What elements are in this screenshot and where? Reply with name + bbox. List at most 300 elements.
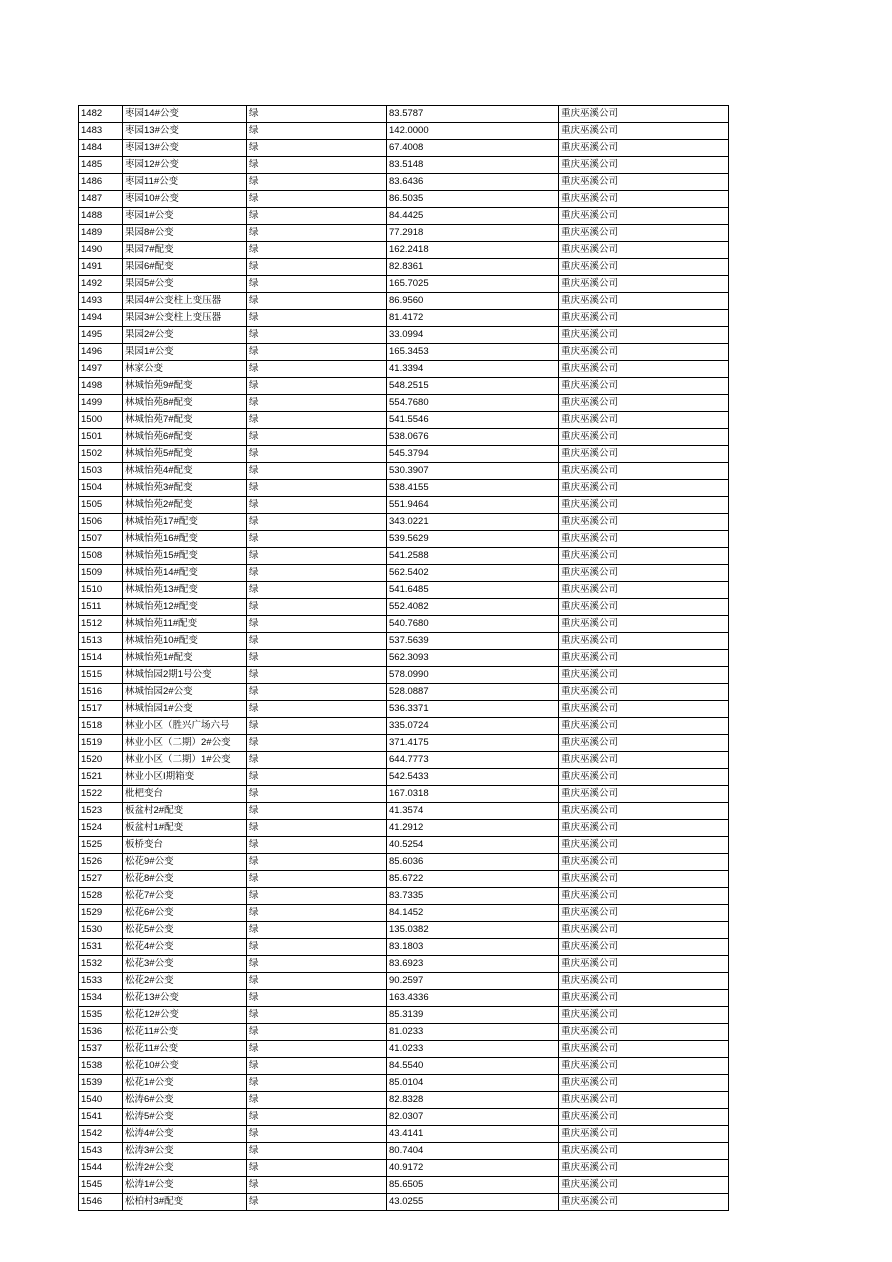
table-row (79, 990, 729, 1007)
table-row (79, 429, 729, 446)
cell-row-id: 1499 (79, 395, 123, 412)
cell-name: 林城怡苑5#配变 (123, 446, 247, 463)
cell-name: 松涛4#公变 (123, 1126, 247, 1143)
cell-value: 541.6485 (387, 582, 559, 599)
cell-category: 绿 (247, 531, 387, 548)
cell-row-id: 1489 (79, 225, 123, 242)
cell-value: 43.0255 (387, 1194, 559, 1211)
table-row (79, 633, 729, 650)
cell-company: 重庆巫溪公司 (559, 1177, 729, 1194)
cell-value: 135.0382 (387, 922, 559, 939)
table-row (79, 871, 729, 888)
table-row (79, 191, 729, 208)
cell-company: 重庆巫溪公司 (559, 344, 729, 361)
cell-value: 562.3093 (387, 650, 559, 667)
cell-name: 松花7#公变 (123, 888, 247, 905)
cell-company: 重庆巫溪公司 (559, 1041, 729, 1058)
table-row (79, 259, 729, 276)
cell-value: 83.6923 (387, 956, 559, 973)
cell-category: 绿 (247, 633, 387, 650)
cell-company: 重庆巫溪公司 (559, 786, 729, 803)
cell-company: 重庆巫溪公司 (559, 582, 729, 599)
cell-company: 重庆巫溪公司 (559, 242, 729, 259)
cell-value: 83.6436 (387, 174, 559, 191)
cell-category: 绿 (247, 123, 387, 140)
cell-company: 重庆巫溪公司 (559, 123, 729, 140)
cell-category: 绿 (247, 480, 387, 497)
cell-company: 重庆巫溪公司 (559, 463, 729, 480)
cell-name: 林业小区（胜兴广场六号 (123, 718, 247, 735)
table-body (79, 106, 729, 1211)
cell-category: 绿 (247, 939, 387, 956)
cell-company: 重庆巫溪公司 (559, 225, 729, 242)
table-row (79, 140, 729, 157)
cell-value: 165.3453 (387, 344, 559, 361)
cell-category: 绿 (247, 599, 387, 616)
table-row (79, 837, 729, 854)
cell-name: 果园5#公变 (123, 276, 247, 293)
cell-value: 562.5402 (387, 565, 559, 582)
cell-category: 绿 (247, 412, 387, 429)
cell-name: 林业小区（二期）2#公变 (123, 735, 247, 752)
cell-category: 绿 (247, 667, 387, 684)
cell-company: 重庆巫溪公司 (559, 208, 729, 225)
cell-name: 松涛5#公变 (123, 1109, 247, 1126)
cell-category: 绿 (247, 701, 387, 718)
cell-name: 林城怡苑4#配变 (123, 463, 247, 480)
cell-row-id: 1501 (79, 429, 123, 446)
cell-company: 重庆巫溪公司 (559, 735, 729, 752)
cell-category: 绿 (247, 1143, 387, 1160)
cell-category: 绿 (247, 225, 387, 242)
cell-name: 林城怡苑10#配变 (123, 633, 247, 650)
cell-category: 绿 (247, 786, 387, 803)
cell-row-id: 1537 (79, 1041, 123, 1058)
cell-category: 绿 (247, 395, 387, 412)
cell-row-id: 1517 (79, 701, 123, 718)
cell-name: 松花12#公变 (123, 1007, 247, 1024)
cell-name: 枣园14#公变 (123, 106, 247, 123)
cell-value: 343.0221 (387, 514, 559, 531)
cell-category: 绿 (247, 1177, 387, 1194)
cell-value: 530.3907 (387, 463, 559, 480)
cell-row-id: 1521 (79, 769, 123, 786)
cell-category: 绿 (247, 344, 387, 361)
table-row (79, 1177, 729, 1194)
cell-row-id: 1509 (79, 565, 123, 582)
cell-category: 绿 (247, 820, 387, 837)
cell-category: 绿 (247, 446, 387, 463)
cell-name: 林业小区I期箱变 (123, 769, 247, 786)
cell-row-id: 1492 (79, 276, 123, 293)
cell-company: 重庆巫溪公司 (559, 956, 729, 973)
cell-company: 重庆巫溪公司 (559, 1024, 729, 1041)
cell-category: 绿 (247, 650, 387, 667)
cell-company: 重庆巫溪公司 (559, 480, 729, 497)
cell-name: 果园8#公变 (123, 225, 247, 242)
cell-name: 松花1#公变 (123, 1075, 247, 1092)
cell-company: 重庆巫溪公司 (559, 1126, 729, 1143)
table-row (79, 1143, 729, 1160)
cell-company: 重庆巫溪公司 (559, 871, 729, 888)
cell-value: 548.2515 (387, 378, 559, 395)
cell-company: 重庆巫溪公司 (559, 684, 729, 701)
cell-value: 85.6036 (387, 854, 559, 871)
cell-company: 重庆巫溪公司 (559, 327, 729, 344)
cell-value: 542.5433 (387, 769, 559, 786)
cell-row-id: 1534 (79, 990, 123, 1007)
cell-category: 绿 (247, 514, 387, 531)
cell-company: 重庆巫溪公司 (559, 497, 729, 514)
cell-row-id: 1502 (79, 446, 123, 463)
cell-row-id: 1494 (79, 310, 123, 327)
cell-name: 林城怡园2期1号公变 (123, 667, 247, 684)
cell-value: 539.5629 (387, 531, 559, 548)
table-row (79, 616, 729, 633)
cell-name: 林城怡苑13#配变 (123, 582, 247, 599)
table-row (79, 1075, 729, 1092)
cell-value: 163.4336 (387, 990, 559, 1007)
cell-category: 绿 (247, 718, 387, 735)
cell-name: 松花9#公变 (123, 854, 247, 871)
table-row (79, 446, 729, 463)
table-row (79, 854, 729, 871)
cell-name: 松涛6#公变 (123, 1092, 247, 1109)
table-row (79, 922, 729, 939)
cell-company: 重庆巫溪公司 (559, 990, 729, 1007)
table-row (79, 395, 729, 412)
table-row (79, 123, 729, 140)
table-row (79, 1092, 729, 1109)
cell-category: 绿 (247, 463, 387, 480)
cell-value: 86.5035 (387, 191, 559, 208)
cell-company: 重庆巫溪公司 (559, 361, 729, 378)
table-row (79, 684, 729, 701)
cell-category: 绿 (247, 310, 387, 327)
cell-row-id: 1493 (79, 293, 123, 310)
cell-value: 33.0994 (387, 327, 559, 344)
cell-value: 537.5639 (387, 633, 559, 650)
cell-row-id: 1527 (79, 871, 123, 888)
cell-value: 40.5254 (387, 837, 559, 854)
cell-value: 644.7773 (387, 752, 559, 769)
cell-category: 绿 (247, 1007, 387, 1024)
cell-company: 重庆巫溪公司 (559, 752, 729, 769)
cell-row-id: 1482 (79, 106, 123, 123)
cell-row-id: 1483 (79, 123, 123, 140)
cell-row-id: 1500 (79, 412, 123, 429)
cell-company: 重庆巫溪公司 (559, 905, 729, 922)
cell-row-id: 1505 (79, 497, 123, 514)
table-row (79, 157, 729, 174)
cell-category: 绿 (247, 1075, 387, 1092)
cell-company: 重庆巫溪公司 (559, 174, 729, 191)
cell-row-id: 1543 (79, 1143, 123, 1160)
table-row (79, 939, 729, 956)
cell-category: 绿 (247, 1194, 387, 1211)
cell-company: 重庆巫溪公司 (559, 1109, 729, 1126)
cell-name: 枣园13#公变 (123, 123, 247, 140)
cell-row-id: 1498 (79, 378, 123, 395)
cell-value: 545.3794 (387, 446, 559, 463)
cell-name: 松涛1#公变 (123, 1177, 247, 1194)
cell-name: 枇杷变台 (123, 786, 247, 803)
table-row (79, 650, 729, 667)
cell-name: 果园1#公变 (123, 344, 247, 361)
cell-row-id: 1519 (79, 735, 123, 752)
cell-category: 绿 (247, 973, 387, 990)
cell-value: 85.0104 (387, 1075, 559, 1092)
cell-name: 林城怡苑17#配变 (123, 514, 247, 531)
cell-name: 林城怡苑11#配变 (123, 616, 247, 633)
cell-row-id: 1490 (79, 242, 123, 259)
cell-name: 松柏村3#配变 (123, 1194, 247, 1211)
table-row (79, 344, 729, 361)
cell-row-id: 1542 (79, 1126, 123, 1143)
cell-row-id: 1538 (79, 1058, 123, 1075)
table-row (79, 718, 729, 735)
cell-row-id: 1495 (79, 327, 123, 344)
cell-company: 重庆巫溪公司 (559, 276, 729, 293)
table-row (79, 412, 729, 429)
cell-value: 165.7025 (387, 276, 559, 293)
cell-name: 松花4#公变 (123, 939, 247, 956)
cell-value: 82.0307 (387, 1109, 559, 1126)
cell-company: 重庆巫溪公司 (559, 803, 729, 820)
cell-row-id: 1497 (79, 361, 123, 378)
cell-company: 重庆巫溪公司 (559, 1143, 729, 1160)
table-row (79, 531, 729, 548)
table-row (79, 582, 729, 599)
table-row (79, 667, 729, 684)
cell-value: 540.7680 (387, 616, 559, 633)
cell-category: 绿 (247, 1041, 387, 1058)
cell-row-id: 1503 (79, 463, 123, 480)
cell-row-id: 1526 (79, 854, 123, 871)
cell-name: 林城怡苑7#配变 (123, 412, 247, 429)
table-row (79, 497, 729, 514)
cell-value: 538.0676 (387, 429, 559, 446)
table-row (79, 174, 729, 191)
cell-value: 81.4172 (387, 310, 559, 327)
cell-company: 重庆巫溪公司 (559, 854, 729, 871)
cell-value: 162.2418 (387, 242, 559, 259)
cell-company: 重庆巫溪公司 (559, 140, 729, 157)
cell-value: 84.4425 (387, 208, 559, 225)
cell-row-id: 1512 (79, 616, 123, 633)
cell-name: 林城怡苑3#配变 (123, 480, 247, 497)
cell-category: 绿 (247, 582, 387, 599)
cell-name: 林城怡园1#公变 (123, 701, 247, 718)
cell-category: 绿 (247, 378, 387, 395)
cell-category: 绿 (247, 157, 387, 174)
cell-category: 绿 (247, 174, 387, 191)
cell-company: 重庆巫溪公司 (559, 633, 729, 650)
cell-company: 重庆巫溪公司 (559, 293, 729, 310)
cell-category: 绿 (247, 242, 387, 259)
cell-company: 重庆巫溪公司 (559, 701, 729, 718)
table-row (79, 973, 729, 990)
cell-row-id: 1513 (79, 633, 123, 650)
cell-value: 41.3394 (387, 361, 559, 378)
table-row (79, 565, 729, 582)
cell-row-id: 1487 (79, 191, 123, 208)
table-row (79, 1024, 729, 1041)
cell-name: 松花11#公变 (123, 1024, 247, 1041)
cell-category: 绿 (247, 837, 387, 854)
cell-company: 重庆巫溪公司 (559, 429, 729, 446)
cell-row-id: 1533 (79, 973, 123, 990)
cell-value: 551.9464 (387, 497, 559, 514)
table-row (79, 1126, 729, 1143)
cell-category: 绿 (247, 293, 387, 310)
table-row (79, 514, 729, 531)
cell-company: 重庆巫溪公司 (559, 973, 729, 990)
cell-row-id: 1518 (79, 718, 123, 735)
table-row (79, 548, 729, 565)
cell-company: 重庆巫溪公司 (559, 769, 729, 786)
cell-name: 林城怡苑2#配变 (123, 497, 247, 514)
cell-value: 41.2912 (387, 820, 559, 837)
cell-category: 绿 (247, 565, 387, 582)
cell-company: 重庆巫溪公司 (559, 667, 729, 684)
cell-category: 绿 (247, 752, 387, 769)
cell-company: 重庆巫溪公司 (559, 888, 729, 905)
table-row (79, 293, 729, 310)
cell-name: 林城怡苑8#配变 (123, 395, 247, 412)
table-row (79, 463, 729, 480)
cell-value: 83.7335 (387, 888, 559, 905)
cell-company: 重庆巫溪公司 (559, 820, 729, 837)
table-row (79, 1194, 729, 1211)
cell-company: 重庆巫溪公司 (559, 922, 729, 939)
cell-category: 绿 (247, 1109, 387, 1126)
cell-category: 绿 (247, 769, 387, 786)
cell-category: 绿 (247, 888, 387, 905)
cell-row-id: 1508 (79, 548, 123, 565)
table-row (79, 803, 729, 820)
cell-company: 重庆巫溪公司 (559, 1007, 729, 1024)
cell-category: 绿 (247, 922, 387, 939)
cell-row-id: 1504 (79, 480, 123, 497)
cell-value: 84.5540 (387, 1058, 559, 1075)
table-row (79, 701, 729, 718)
cell-name: 板桥变台 (123, 837, 247, 854)
cell-company: 重庆巫溪公司 (559, 531, 729, 548)
cell-value: 371.4175 (387, 735, 559, 752)
cell-name: 松涛2#公变 (123, 1160, 247, 1177)
cell-category: 绿 (247, 276, 387, 293)
cell-company: 重庆巫溪公司 (559, 259, 729, 276)
cell-name: 板盆村1#配变 (123, 820, 247, 837)
cell-value: 536.3371 (387, 701, 559, 718)
cell-value: 142.0000 (387, 123, 559, 140)
cell-row-id: 1545 (79, 1177, 123, 1194)
cell-row-id: 1540 (79, 1092, 123, 1109)
cell-category: 绿 (247, 1058, 387, 1075)
cell-value: 85.6505 (387, 1177, 559, 1194)
cell-value: 85.3139 (387, 1007, 559, 1024)
cell-value: 41.3574 (387, 803, 559, 820)
cell-value: 552.4082 (387, 599, 559, 616)
cell-value: 528.0887 (387, 684, 559, 701)
cell-company: 重庆巫溪公司 (559, 395, 729, 412)
cell-row-id: 1488 (79, 208, 123, 225)
cell-value: 83.5787 (387, 106, 559, 123)
cell-value: 77.2918 (387, 225, 559, 242)
cell-category: 绿 (247, 140, 387, 157)
cell-row-id: 1528 (79, 888, 123, 905)
cell-name: 松花10#公变 (123, 1058, 247, 1075)
table-row (79, 310, 729, 327)
cell-category: 绿 (247, 106, 387, 123)
cell-row-id: 1486 (79, 174, 123, 191)
table-row (79, 242, 729, 259)
cell-name: 枣园1#公变 (123, 208, 247, 225)
cell-category: 绿 (247, 1126, 387, 1143)
cell-row-id: 1507 (79, 531, 123, 548)
cell-value: 82.8361 (387, 259, 559, 276)
cell-value: 86.9560 (387, 293, 559, 310)
cell-name: 林城怡苑14#配变 (123, 565, 247, 582)
cell-row-id: 1546 (79, 1194, 123, 1211)
cell-name: 松花5#公变 (123, 922, 247, 939)
cell-row-id: 1491 (79, 259, 123, 276)
cell-name: 松花6#公变 (123, 905, 247, 922)
cell-name: 果园3#公变柱上变压器 (123, 310, 247, 327)
cell-value: 90.2597 (387, 973, 559, 990)
cell-name: 林业小区（二期）1#公变 (123, 752, 247, 769)
cell-row-id: 1496 (79, 344, 123, 361)
table-row (79, 769, 729, 786)
cell-value: 538.4155 (387, 480, 559, 497)
cell-row-id: 1525 (79, 837, 123, 854)
cell-row-id: 1524 (79, 820, 123, 837)
cell-name: 林城怡苑12#配变 (123, 599, 247, 616)
cell-row-id: 1531 (79, 939, 123, 956)
cell-name: 林城怡苑1#配变 (123, 650, 247, 667)
cell-company: 重庆巫溪公司 (559, 616, 729, 633)
cell-row-id: 1506 (79, 514, 123, 531)
cell-name: 林城怡苑6#配变 (123, 429, 247, 446)
cell-name: 果园7#配变 (123, 242, 247, 259)
cell-category: 绿 (247, 956, 387, 973)
cell-company: 重庆巫溪公司 (559, 939, 729, 956)
cell-company: 重庆巫溪公司 (559, 106, 729, 123)
cell-row-id: 1536 (79, 1024, 123, 1041)
cell-category: 绿 (247, 1024, 387, 1041)
cell-company: 重庆巫溪公司 (559, 412, 729, 429)
table-row (79, 480, 729, 497)
cell-category: 绿 (247, 497, 387, 514)
cell-category: 绿 (247, 616, 387, 633)
table-row (79, 208, 729, 225)
cell-row-id: 1520 (79, 752, 123, 769)
cell-value: 81.0233 (387, 1024, 559, 1041)
cell-row-id: 1516 (79, 684, 123, 701)
cell-company: 重庆巫溪公司 (559, 378, 729, 395)
cell-row-id: 1514 (79, 650, 123, 667)
table-row (79, 888, 729, 905)
table-row (79, 1058, 729, 1075)
cell-category: 绿 (247, 327, 387, 344)
cell-category: 绿 (247, 1160, 387, 1177)
cell-value: 541.5546 (387, 412, 559, 429)
cell-name: 松花13#公变 (123, 990, 247, 1007)
data-table (78, 105, 729, 1211)
cell-category: 绿 (247, 1092, 387, 1109)
cell-category: 绿 (247, 548, 387, 565)
